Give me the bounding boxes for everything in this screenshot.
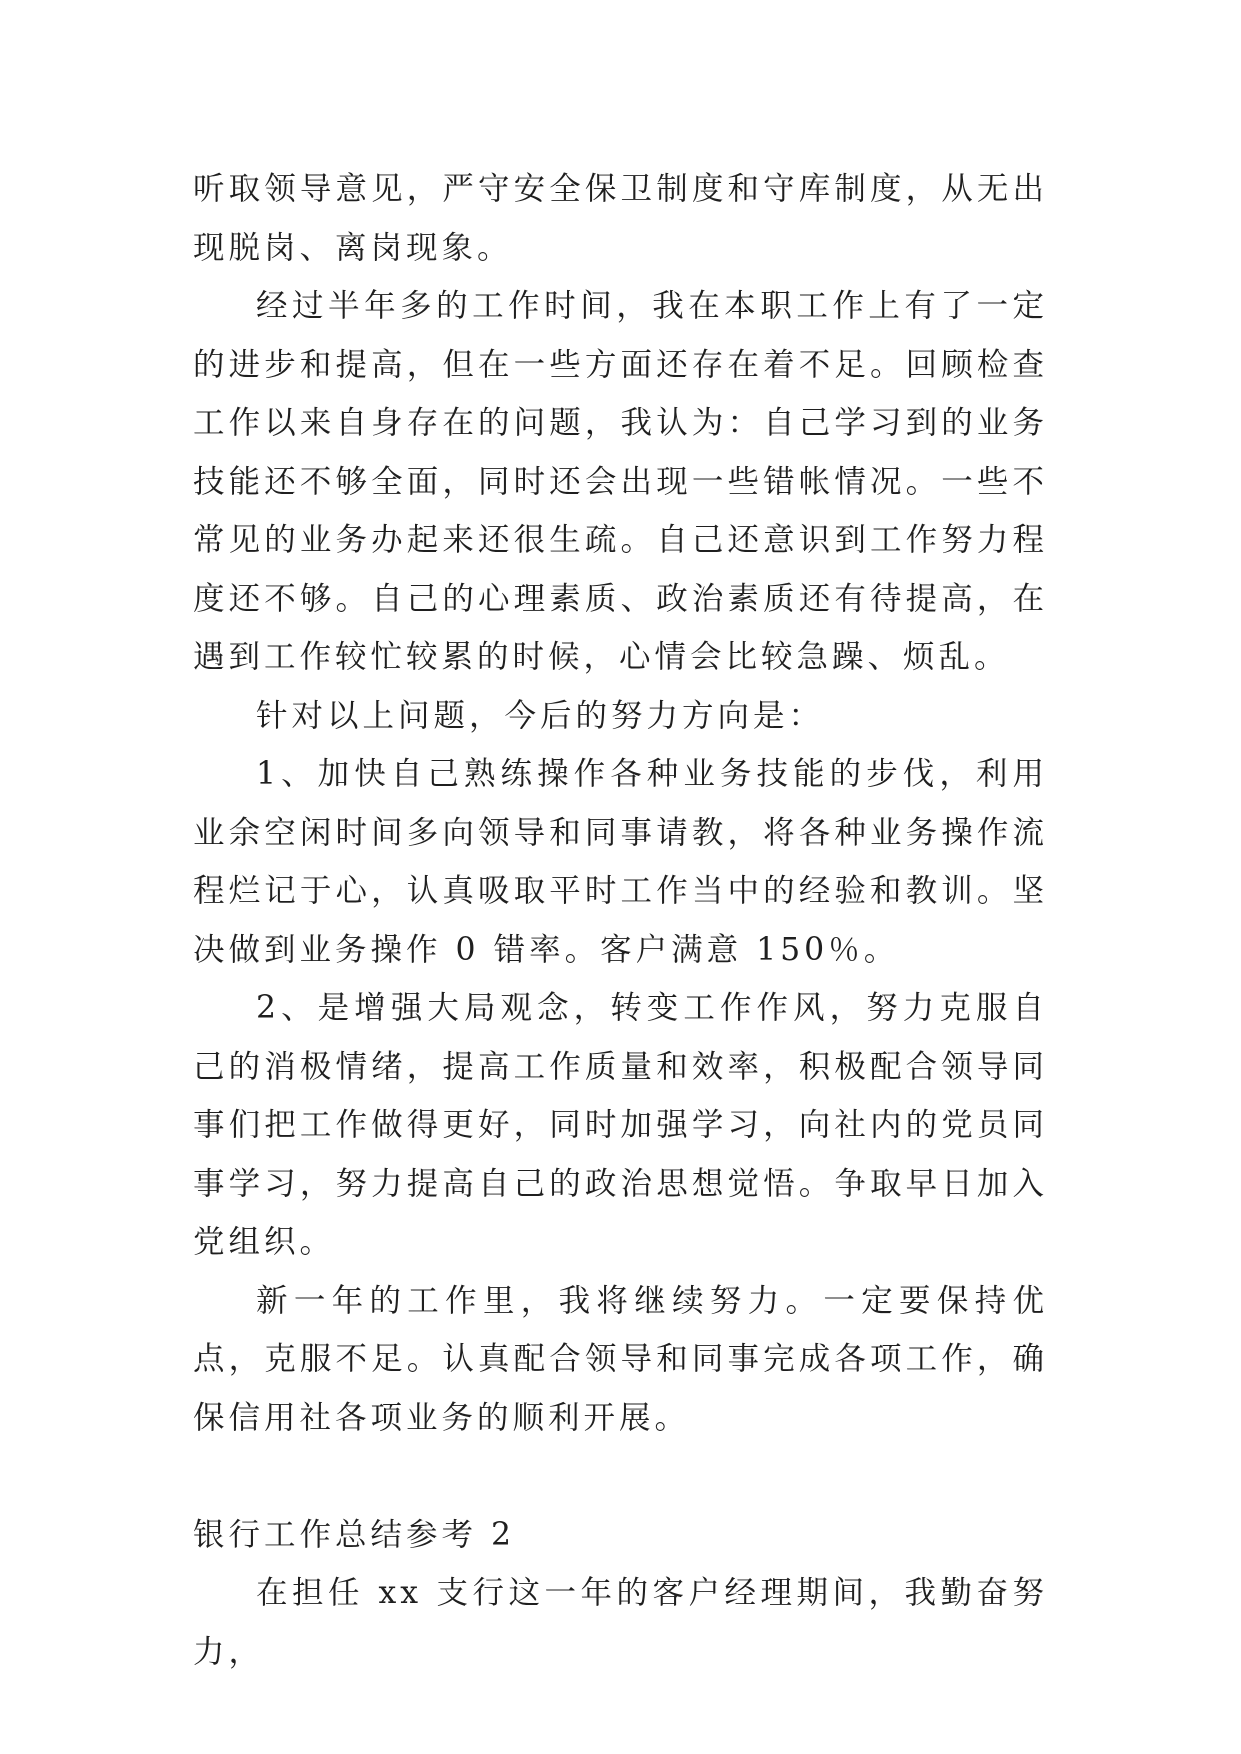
paragraph-self-review: 经过半年多的工作时间，我在本职工作上有了一定的进步和提高，但在一些方面还存在着不足。回顾检查工作以来自身存在的问题，我认为：自己学习到的业务技能还不够全面，同时还会出现一些错帐情况。一些不常见的业务办起来还很生疏。自己还意识到工作努力程度还不够。自己的心理素质、政治素质还有待提高，在遇到工作较忙较累的时候，心情会比较急躁、烦乱。: [193, 288, 1048, 675]
paragraph-item-1: 1、加快自己熟练操作各种业务技能的步伐，利用业余空闲时间多向领导和同事请教，将各种业务操作流程烂记于心，认真吸取平时工作当中的经验和教训。坚决做到业务操作 0 错率。客户满意 150％。: [193, 756, 1048, 968]
paragraph-improvement-intro: 针对以上问题，今后的努力方向是：: [256, 697, 825, 734]
document-body: [193, 160, 1048, 1681]
paragraph-continuation: 听取领导意见，严守安全保卫制度和守库制度，从无出现脱岗、离岗现象。: [193, 171, 1048, 266]
paragraph-section-2-start: 在担任 xx 支行这一年的客户经理期间，我勤奋努力，: [193, 1575, 1048, 1670]
section-heading: 银行工作总结参考 2: [193, 1516, 516, 1553]
paragraph-item-2: 2、是增强大局观念，转变工作作风，努力克服自己的消极情绪，提高工作质量和效率，积极配合领导同事们把工作做得更好，同时加强学习，向社内的党员同事学习，努力提高自己的政治思想觉悟。争取早日加入党组织。: [193, 990, 1048, 1260]
paragraph-new-year: 新一年的工作里，我将继续努力。一定要保持优点，克服不足。认真配合领导和同事完成各项工作，确保信用社各项业务的顺利开展。: [193, 1282, 1048, 1436]
